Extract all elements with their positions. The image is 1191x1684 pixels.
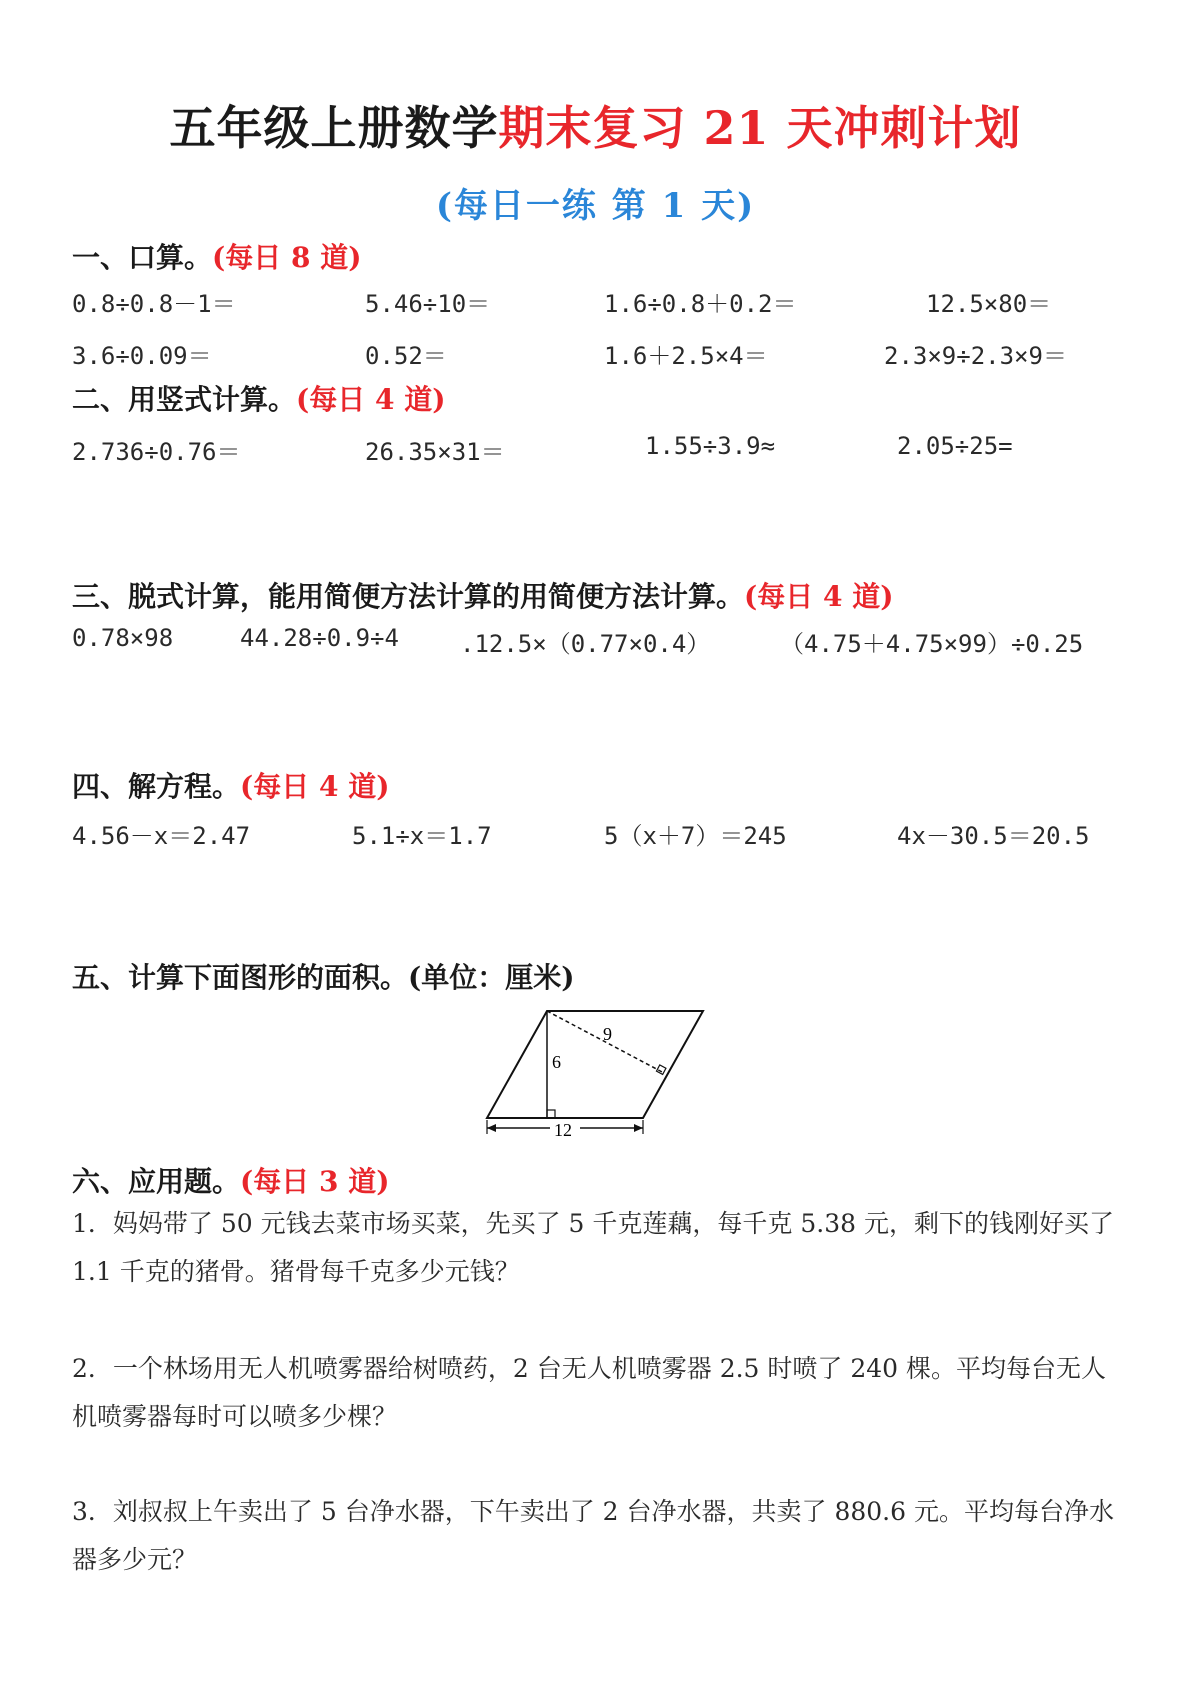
section-title: 一、口算。 <box>72 241 213 274</box>
equation-item: 5（x＋7）＝245 <box>604 822 787 850</box>
oral-calc-item: 0.8÷0.8－1＝ <box>72 290 236 318</box>
section-5-heading <box>72 956 575 996</box>
section-note: (每日 8 道) <box>212 241 362 274</box>
section-note: (每日 4 道) <box>744 580 894 613</box>
right-angle-mark <box>547 1110 555 1118</box>
oral-calc-item: 1.6＋2.5×4＝ <box>604 342 768 370</box>
stepwise-calc-item: 44.28÷0.9÷4 <box>240 624 399 652</box>
oral-calc-item: 0.52＝ <box>365 342 447 370</box>
section-title: 四、解方程。 <box>72 770 241 803</box>
section-title: 五、计算下面图形的面积。(单位：厘米) <box>72 961 575 994</box>
oral-calc-item: 12.5×80＝ <box>926 290 1052 318</box>
section-title: 二、用竖式计算。 <box>72 383 297 416</box>
parallelogram-shape <box>487 1011 703 1118</box>
stepwise-calc-item: （4.75＋4.75×99）÷0.25 <box>780 630 1084 658</box>
vertical-calc-item: 2.05÷25= <box>897 432 1013 460</box>
equation-item: 4x－30.5＝20.5 <box>897 822 1090 850</box>
section-1-heading <box>72 236 362 276</box>
oral-calc-item: 2.3×9÷2.3×9＝ <box>884 342 1067 370</box>
vertical-calc-item: 2.736÷0.76＝ <box>72 438 241 466</box>
section-title: 三、脱式计算，能用简便方法计算的用简便方法计算。 <box>72 580 745 613</box>
figure-label-12: 12 <box>554 1120 572 1140</box>
section-6-heading <box>72 1160 390 1200</box>
vertical-calc-item: 26.35×31＝ <box>365 438 505 466</box>
figure-label-9: 9 <box>603 1024 612 1044</box>
right-angle-mark <box>656 1065 665 1074</box>
vertical-calc-item: 1.55÷3.9≈ <box>645 432 776 460</box>
title-main: 五年级上册数学 <box>169 101 499 155</box>
section-note: (每日 4 道) <box>296 383 446 416</box>
word-problem: 3．刘叔叔上午卖出了 5 台净水器，下午卖出了 2 台净水器，共卖了 880.6 元。平均每台净水器多少元？ <box>72 1497 1114 1574</box>
word-problem: 2．一个林场用无人机喷雾器给树喷药，2 台无人机喷雾器 2.5 时喷了 240 棵。平均每台无人机喷雾器每时可以喷多少棵？ <box>72 1354 1107 1431</box>
section-title: 六、应用题。 <box>72 1165 241 1198</box>
section-3-heading <box>72 575 894 615</box>
page-subtitle: (每日一练 第 1 天) <box>435 186 756 226</box>
stepwise-calc-item: .12.5×（0.77×0.4） <box>460 630 711 658</box>
oral-calc-item: 3.6÷0.09＝ <box>72 342 212 370</box>
oral-calc-item: 5.46÷10＝ <box>365 290 491 318</box>
oral-calc-item: 1.6÷0.8＋0.2＝ <box>604 290 797 318</box>
figure-label-6: 6 <box>552 1052 561 1072</box>
arrow-left-icon <box>487 1124 496 1132</box>
section-2-heading <box>72 378 446 418</box>
stepwise-calc-item: 0.78×98 <box>72 624 174 652</box>
page-title <box>0 92 1191 158</box>
equation-item: 4.56－x＝2.47 <box>72 822 251 850</box>
section-4-heading <box>72 765 390 805</box>
parallelogram-figure <box>480 1000 710 1150</box>
section-note: (每日 3 道) <box>240 1165 390 1198</box>
title-highlight: 期末复习 21 天冲刺计划 <box>498 101 1022 155</box>
word-problem: 1．妈妈带了 50 元钱去菜市场买菜，先买了 5 千克莲藕，每千克 5.38 元，剩下的钱刚好买了 1.1 千克的猪骨。猪骨每千克多少元钱？ <box>72 1209 1114 1286</box>
equation-item: 5.1÷x＝1.7 <box>352 822 492 850</box>
section-note: (每日 4 道) <box>240 770 390 803</box>
arrow-right-icon <box>634 1124 643 1132</box>
